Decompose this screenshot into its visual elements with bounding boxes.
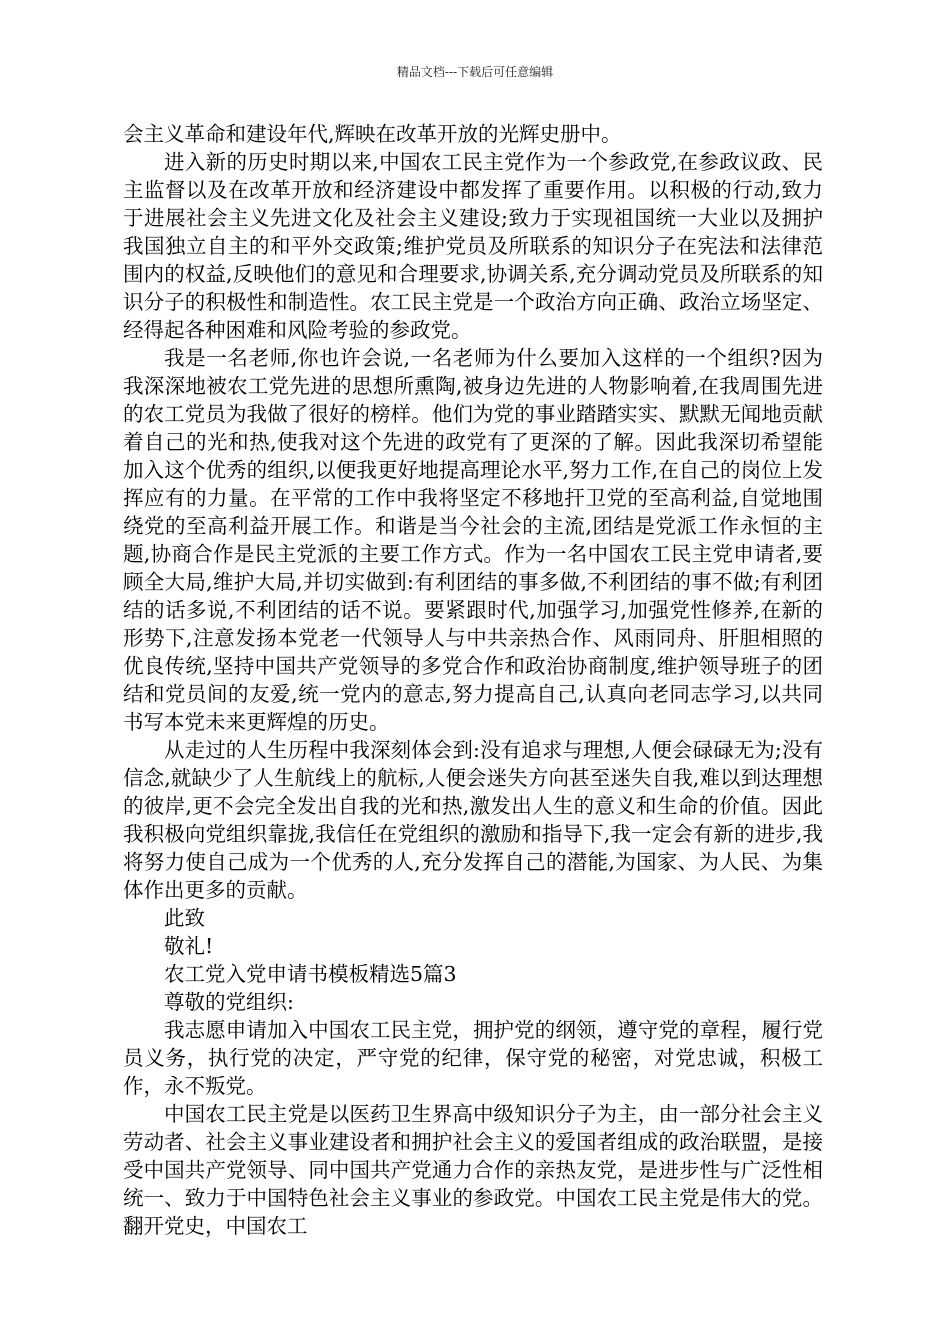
salutation-line: 敬礼! <box>164 934 214 958</box>
paragraph: 中国农工民主党是以医药卫生界高中级知识分子为主，由一部分社会主义劳动者、社会主义事业建设者和拥护社会主义的爱国者组成的政治联盟，是接受中国共产党领导、同中国共产党通力合作的亲热友党，是进步性与广泛性相统一、致力于中国特色社会主义事业的参政党。中国农工民主党是伟大的党。翻开党史，中国农工 <box>123 1102 823 1238</box>
page-header: 精品文档---下载后可任意编辑 <box>396 65 554 79</box>
document-body <box>123 120 823 1240</box>
greeting-line: 尊敬的党组织: <box>164 990 294 1014</box>
section-title: 农工党入党申请书模板精选5篇3 <box>164 962 457 986</box>
paragraph: 会主义革命和建设年代,辉映在改革开放的光辉史册中。 <box>123 122 622 146</box>
closing-line: 此致 <box>164 906 205 930</box>
paragraph: 进入新的历史时期以来,中国农工民主党作为一个参政党,在参政议政、民主监督以及在改革开放和经济建设中都发挥了重要作用。以积极的行动,致力于进展社会主义先进文化及社会主义建设;致力于实现祖国统一大业以及拥护我国独立自主的和平外交政策;维护党员及所联系的知识分子在宪法和法律范围内的权益,反映他们的意见和合理要求,协调关系,充分调动党员及所联系的知识分子的积极性和制造性。农工民主党是一个政治方向正确、政治立场坚定、经得起各种困难和风险考验的参政党。 <box>123 150 823 342</box>
paragraph: 我志愿申请加入中国农工民主党，拥护党的纲领，遵守党的章程，履行党员义务，执行党的决定，严守党的纪律，保守党的秘密，对党忠诚，积极工作，永不叛党。 <box>123 1018 823 1098</box>
paragraph: 从走过的人生历程中我深刻体会到:没有追求与理想,人便会碌碌无为;没有信念,就缺少了人生航线上的航标,人便会迷失方向甚至迷失自我,难以到达理想的彼岸,更不会完全发出自我的光和热,激发出人生的意义和生命的价值。因此我积极向党组织靠拢,我信任在党组织的激励和指导下,我一定会有新的进步,我将努力使自己成为一个优秀的人,充分发挥自己的潜能,为国家、为人民、为集体作出更多的贡献。 <box>123 738 823 902</box>
paragraph: 我是一名老师,你也许会说,一名老师为什么要加入这样的一个组织?因为我深深地被农工党先进的思想所熏陶,被身边先进的人物影响着,在我周围先进的农工党员为我做了很好的榜样。他们为党的事业踏踏实实、默默无闻地贡献着自己的光和热,使我对这个先进的政党有了更深的了解。因此我深切希望能加入这个优秀的组织,以便我更好地提高理论水平,努力工作,在自己的岗位上发挥应有的力量。在平常的工作中我将坚定不移地扞卫党的至高利益,自觉地围绕党的至高利益开展工作。和谐是当今社会的主流,团结是党派工作永恒的主题,协商合作是民主党派的主要工作方式。作为一名中国农工民主党申请者,要顾全大局,维护大局,并切实做到:有利团结的事多做,不利团结的事不做;有利团结的话多说,不利团结的话不说。要紧跟时代,加强学习,加强党性修养,在新的形势下,注意发扬本党老一代领导人与中共亲热合作、风雨同舟、肝胆相照的优良传统,坚持中国共产党领导的多党合作和政治协商制度,维护领导班子的团结和党员间的友爱,统一党内的意志,努力提高自己,认真向老同志学习,以共同书写本党未来更辉煌的历史。 <box>123 346 823 734</box>
